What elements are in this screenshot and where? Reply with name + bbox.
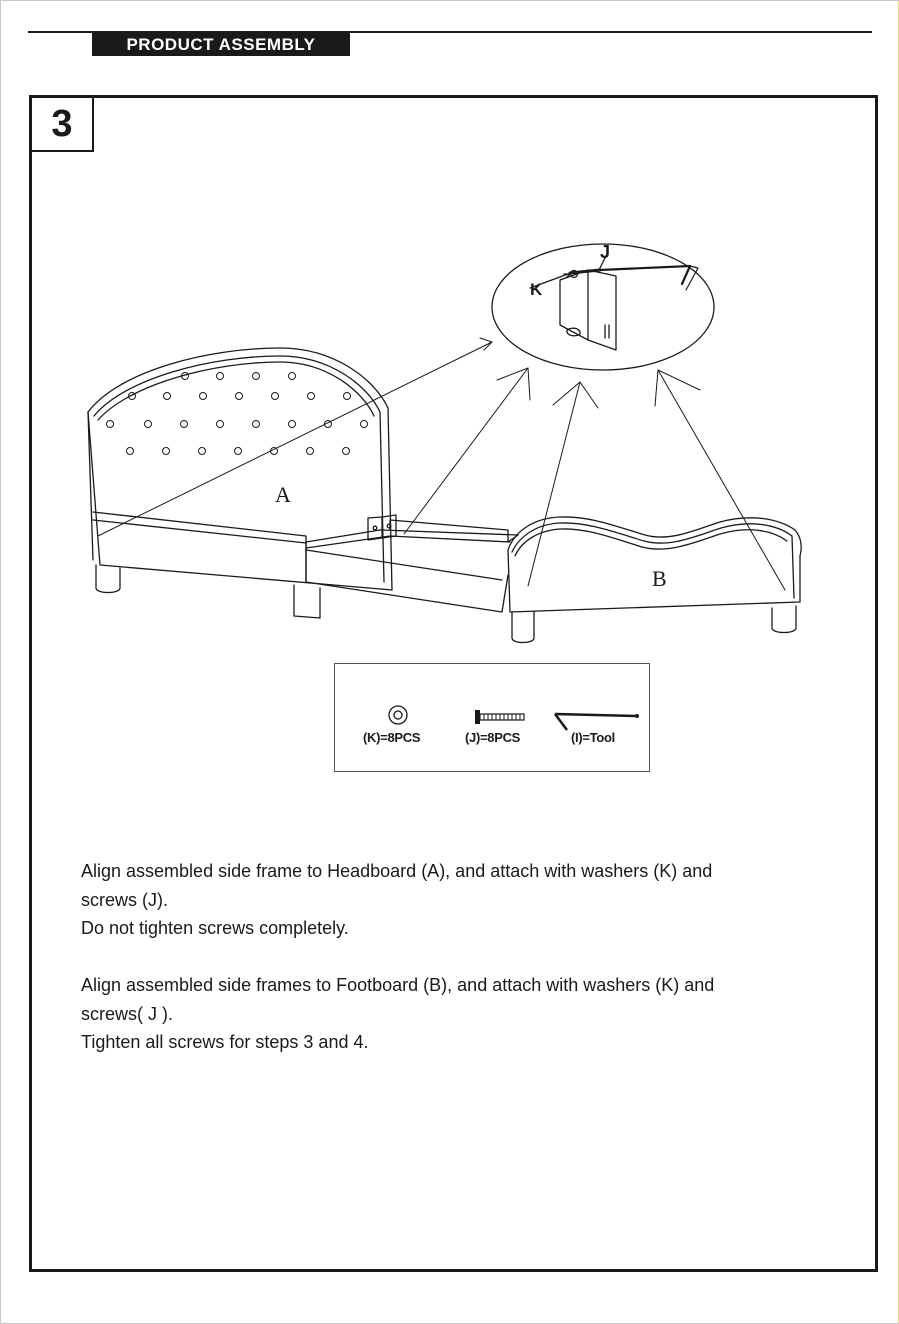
hardware-label-i: (I)=Tool [571, 730, 615, 745]
instruction-line: screws( J ). [81, 1003, 173, 1024]
instruction-line: Do not tighten screws completely. [81, 918, 349, 938]
detail-inset [492, 244, 714, 370]
part-a-label: A [275, 482, 291, 507]
side-rail-drawing [306, 515, 518, 612]
step-number: 3 [29, 95, 94, 152]
hardware-label-j: (J)=8PCS [465, 730, 521, 745]
section-title: PRODUCT ASSEMBLY [92, 33, 350, 56]
callout-j-label: J [600, 242, 611, 262]
instruction-line: Align assembled side frame to Headboard (A), and attach with washers (K) and [81, 861, 713, 881]
hardware-label-k: (K)=8PCS [363, 730, 421, 745]
headboard-drawing [88, 348, 392, 618]
screw-icon [473, 708, 527, 726]
part-b-label: B [652, 566, 667, 591]
instruction-line: Tighten all screws for steps 3 and 4. [81, 1032, 369, 1052]
callout-k-label: K [530, 280, 543, 299]
instruction-line: Align assembled side frames to Footboard (B), and attach with washers (K) and [81, 975, 715, 995]
bed-assembly-diagram [60, 230, 820, 650]
paragraph-gap [81, 943, 811, 972]
hardware-legend [334, 663, 650, 772]
instruction-line: screws (J). [81, 889, 168, 910]
callout-arrows [98, 338, 785, 590]
headboard-tufting [107, 373, 368, 455]
washer-icon [387, 704, 409, 726]
instructions [81, 857, 811, 1057]
